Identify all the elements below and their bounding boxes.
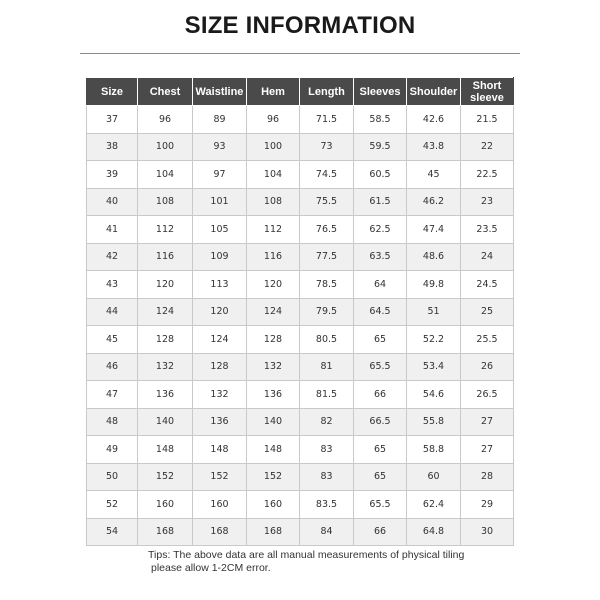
tips-note xyxy=(148,549,478,574)
table-cell: 152 xyxy=(247,463,300,491)
table-cell: 160 xyxy=(247,491,300,519)
table-cell: 39 xyxy=(87,161,138,189)
table-cell: 47 xyxy=(87,381,138,409)
table-cell: 64.5 xyxy=(354,298,407,326)
table-cell: 64.8 xyxy=(407,518,461,546)
table-cell: 25 xyxy=(461,298,514,326)
table-cell: 78.5 xyxy=(300,271,354,299)
table-cell: 66.5 xyxy=(354,408,407,436)
table-cell: 168 xyxy=(247,518,300,546)
table-cell: 40 xyxy=(87,188,138,216)
table-cell: 132 xyxy=(193,381,247,409)
column-header: Hem xyxy=(247,78,300,106)
table-cell: 128 xyxy=(247,326,300,354)
table-cell: 49 xyxy=(87,436,138,464)
table-cell: 136 xyxy=(138,381,193,409)
table-cell: 38 xyxy=(87,133,138,161)
table-cell: 65 xyxy=(354,326,407,354)
table-cell: 97 xyxy=(193,161,247,189)
column-header: Shoulder xyxy=(407,78,461,106)
table-cell: 168 xyxy=(193,518,247,546)
table-cell: 168 xyxy=(138,518,193,546)
table-row xyxy=(87,436,514,464)
table-cell: 140 xyxy=(247,408,300,436)
table-cell: 148 xyxy=(138,436,193,464)
table-cell: 29 xyxy=(461,491,514,519)
table-row xyxy=(87,326,514,354)
table-cell: 30 xyxy=(461,518,514,546)
table-cell: 65.5 xyxy=(354,353,407,381)
table-cell: 101 xyxy=(193,188,247,216)
table-cell: 100 xyxy=(247,133,300,161)
table-cell: 104 xyxy=(247,161,300,189)
table-cell: 83 xyxy=(300,463,354,491)
table-cell: 53.4 xyxy=(407,353,461,381)
table-cell: 148 xyxy=(247,436,300,464)
table-row xyxy=(87,216,514,244)
table-row xyxy=(87,188,514,216)
table-cell: 124 xyxy=(138,298,193,326)
table-cell: 62.5 xyxy=(354,216,407,244)
table-cell: 66 xyxy=(354,381,407,409)
table-cell: 61.5 xyxy=(354,188,407,216)
table-cell: 43.8 xyxy=(407,133,461,161)
table-cell: 136 xyxy=(247,381,300,409)
table-cell: 89 xyxy=(193,106,247,134)
table-cell: 120 xyxy=(193,298,247,326)
table-cell: 132 xyxy=(247,353,300,381)
table-cell: 75.5 xyxy=(300,188,354,216)
table-cell: 128 xyxy=(138,326,193,354)
table-cell: 24 xyxy=(461,243,514,271)
table-cell: 65 xyxy=(354,436,407,464)
table-cell: 93 xyxy=(193,133,247,161)
table-row xyxy=(87,243,514,271)
table-cell: 108 xyxy=(247,188,300,216)
table-cell: 112 xyxy=(247,216,300,244)
table-cell: 45 xyxy=(87,326,138,354)
table-cell: 23.5 xyxy=(461,216,514,244)
table-cell: 52 xyxy=(87,491,138,519)
table-cell: 136 xyxy=(193,408,247,436)
table-cell: 45 xyxy=(407,161,461,189)
table-row xyxy=(87,106,514,134)
table-cell: 42.6 xyxy=(407,106,461,134)
column-header: Sleeves xyxy=(354,78,407,106)
table-cell: 46.2 xyxy=(407,188,461,216)
table-cell: 83.5 xyxy=(300,491,354,519)
table-cell: 96 xyxy=(138,106,193,134)
column-header: Size xyxy=(87,78,138,106)
size-table xyxy=(86,77,514,546)
table-cell: 116 xyxy=(247,243,300,271)
table-cell: 46 xyxy=(87,353,138,381)
table-cell: 58.5 xyxy=(354,106,407,134)
table-cell: 27 xyxy=(461,408,514,436)
table-cell: 74.5 xyxy=(300,161,354,189)
table-row xyxy=(87,463,514,491)
table-cell: 112 xyxy=(138,216,193,244)
table-cell: 54 xyxy=(87,518,138,546)
table-body xyxy=(87,106,514,546)
table-cell: 42 xyxy=(87,243,138,271)
table-cell: 132 xyxy=(138,353,193,381)
table-cell: 160 xyxy=(193,491,247,519)
table-cell: 152 xyxy=(193,463,247,491)
table-cell: 58.8 xyxy=(407,436,461,464)
table-cell: 43 xyxy=(87,271,138,299)
table-cell: 55.8 xyxy=(407,408,461,436)
column-header: Short sleeve xyxy=(461,78,514,106)
table-cell: 148 xyxy=(193,436,247,464)
tips-line-2: please allow 1-2CM error. xyxy=(151,561,271,574)
table-cell: 82 xyxy=(300,408,354,436)
table-cell: 51 xyxy=(407,298,461,326)
table-cell: 48 xyxy=(87,408,138,436)
table-cell: 105 xyxy=(193,216,247,244)
table-cell: 23 xyxy=(461,188,514,216)
table-cell: 60 xyxy=(407,463,461,491)
table-cell: 113 xyxy=(193,271,247,299)
table-cell: 37 xyxy=(87,106,138,134)
table-cell: 24.5 xyxy=(461,271,514,299)
table-cell: 76.5 xyxy=(300,216,354,244)
table-cell: 44 xyxy=(87,298,138,326)
table-cell: 66 xyxy=(354,518,407,546)
table-cell: 59.5 xyxy=(354,133,407,161)
table-cell: 124 xyxy=(193,326,247,354)
table-row xyxy=(87,381,514,409)
table-cell: 96 xyxy=(247,106,300,134)
table-cell: 54.6 xyxy=(407,381,461,409)
table-cell: 104 xyxy=(138,161,193,189)
table-cell: 83 xyxy=(300,436,354,464)
table-cell: 84 xyxy=(300,518,354,546)
table-cell: 47.4 xyxy=(407,216,461,244)
table-cell: 64 xyxy=(354,271,407,299)
table-cell: 128 xyxy=(193,353,247,381)
table-row xyxy=(87,133,514,161)
title-divider xyxy=(80,53,520,54)
tips-line-1: Tips: The above data are all manual measurements of physical tiling xyxy=(148,549,465,561)
table-cell: 50 xyxy=(87,463,138,491)
table-row xyxy=(87,518,514,546)
table-cell: 22 xyxy=(461,133,514,161)
table-cell: 52.2 xyxy=(407,326,461,354)
table-cell: 152 xyxy=(138,463,193,491)
page-title: SIZE INFORMATION xyxy=(184,12,416,39)
table-cell: 77.5 xyxy=(300,243,354,271)
table-cell: 100 xyxy=(138,133,193,161)
table-cell: 116 xyxy=(138,243,193,271)
table-row xyxy=(87,161,514,189)
table-cell: 120 xyxy=(247,271,300,299)
table-row xyxy=(87,353,514,381)
table-cell: 60.5 xyxy=(354,161,407,189)
table-cell: 71.5 xyxy=(300,106,354,134)
table-cell: 73 xyxy=(300,133,354,161)
table-cell: 124 xyxy=(247,298,300,326)
table-row xyxy=(87,271,514,299)
table-cell: 27 xyxy=(461,436,514,464)
column-header: Length xyxy=(300,78,354,106)
table-cell: 26.5 xyxy=(461,381,514,409)
table-cell: 81.5 xyxy=(300,381,354,409)
table-cell: 79.5 xyxy=(300,298,354,326)
table-row xyxy=(87,298,514,326)
table-cell: 21.5 xyxy=(461,106,514,134)
table-cell: 49.8 xyxy=(407,271,461,299)
column-header: Waistline xyxy=(193,78,247,106)
table-cell: 41 xyxy=(87,216,138,244)
table-cell: 140 xyxy=(138,408,193,436)
table-header-row xyxy=(87,78,514,106)
table-cell: 108 xyxy=(138,188,193,216)
table-cell: 109 xyxy=(193,243,247,271)
table-cell: 62.4 xyxy=(407,491,461,519)
table-cell: 63.5 xyxy=(354,243,407,271)
table-cell: 160 xyxy=(138,491,193,519)
table-cell: 65 xyxy=(354,463,407,491)
column-header: Chest xyxy=(138,78,193,106)
table-cell: 22.5 xyxy=(461,161,514,189)
table-cell: 120 xyxy=(138,271,193,299)
table-cell: 25.5 xyxy=(461,326,514,354)
table-cell: 81 xyxy=(300,353,354,381)
table-row xyxy=(87,491,514,519)
table-cell: 26 xyxy=(461,353,514,381)
table-row xyxy=(87,408,514,436)
table-cell: 28 xyxy=(461,463,514,491)
table-cell: 80.5 xyxy=(300,326,354,354)
table-cell: 48.6 xyxy=(407,243,461,271)
table-cell: 65.5 xyxy=(354,491,407,519)
